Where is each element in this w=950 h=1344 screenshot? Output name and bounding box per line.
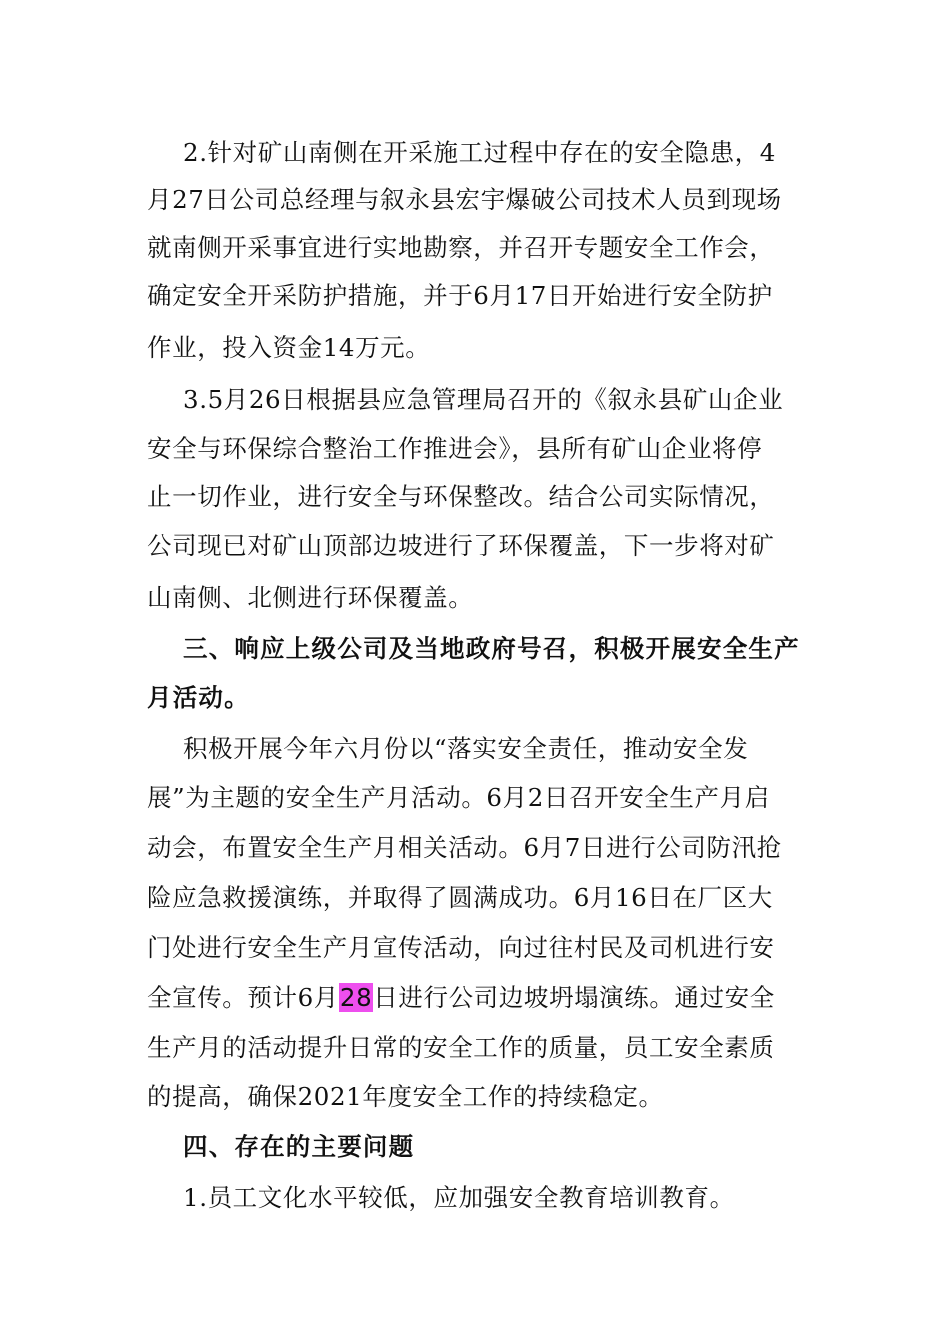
- item2-line-5: 作业，投入资金14万元。: [147, 333, 431, 362]
- section3-body-line-1: 积极开展今年六月份以“落实安全责任，推动安全发: [183, 734, 749, 763]
- item3-line-4: 公司现已对矿山顶部边坡进行了环保覆盖，下一步将对矿: [147, 531, 775, 560]
- highlighted-date: 28: [339, 983, 373, 1012]
- item2-line-4: 确定安全开采防护措施，并于6月17日开始进行安全防护: [147, 281, 773, 310]
- section3-body-line-4: 险应急救援演练，并取得了圆满成功。6月16日在厂区大: [147, 883, 773, 912]
- item3-line-2: 安全与环保综合整治工作推进会》，县所有矿山企业将停: [147, 434, 763, 463]
- section3-body-line-8: 的提高，确保2021年度安全工作的持续稳定。: [147, 1082, 664, 1111]
- section3-body-line-3: 动会，布置安全生产月相关活动。6月7日进行公司防汛抢: [147, 833, 782, 862]
- item2-line-2: 月27日公司总经理与叙永县宏宇爆破公司技术人员到现场: [147, 185, 782, 214]
- section4-item1: 1.员工文化水平较低，应加强安全教育培训教育。: [183, 1183, 735, 1212]
- section3-heading-line-1: 三、响应上级公司及当地政府号召，积极开展安全生产: [183, 634, 800, 663]
- highlight-line-before: 全宣传。预计6月: [147, 983, 339, 1012]
- item2-line-3: 就南侧开采事宜进行实地勘察，并召开专题安全工作会，: [147, 233, 775, 262]
- item3-line-1: 3.5月26日根据县应急管理局召开的《叙永县矿山企业: [183, 385, 784, 414]
- section3-body-line-2: 展”为主题的安全生产月活动。6月2日召开安全生产月启: [147, 783, 770, 812]
- section4-heading: 四、存在的主要问题: [183, 1132, 415, 1161]
- section3-body-line-6: [147, 983, 775, 1013]
- section3-body-line-5: 门处进行安全生产月宣传活动，向过往村民及司机进行安: [147, 933, 775, 962]
- item3-line-3: 止一切作业，进行安全与环保整改。结合公司实际情况，: [147, 482, 775, 511]
- section3-body-line-7: 生产月的活动提升日常的安全工作的质量，员工安全素质: [147, 1033, 775, 1062]
- item2-line-1: 2.针对矿山南侧在开采施工过程中存在的安全隐患，4: [183, 138, 776, 167]
- item3-line-5: 山南侧、北侧进行环保覆盖。: [147, 583, 474, 612]
- highlight-line-after: 日进行公司边坡坍塌演练。通过安全: [373, 983, 775, 1012]
- section3-heading-line-2: 月活动。: [147, 683, 250, 712]
